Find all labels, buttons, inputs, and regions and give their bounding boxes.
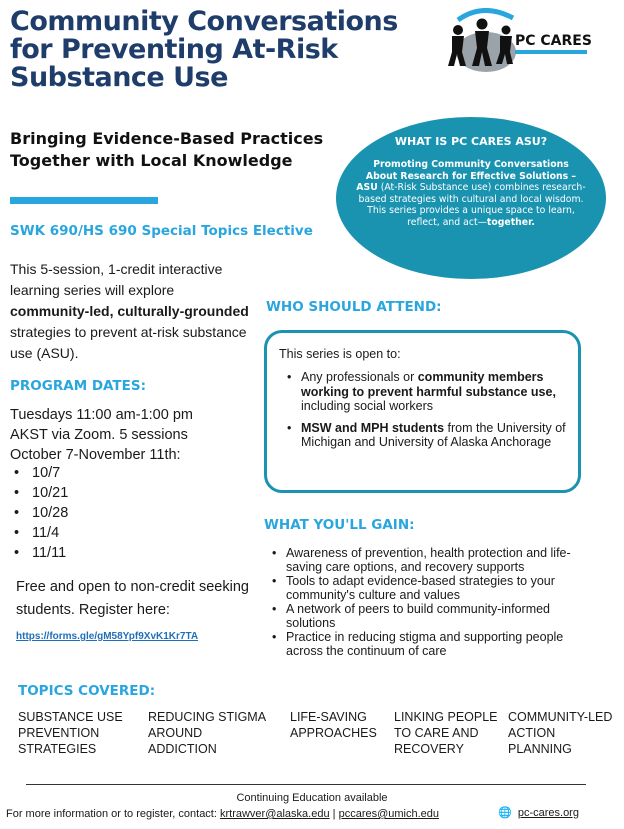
globe-icon: 🌐 [498, 807, 512, 819]
contact-separator: | [329, 808, 339, 820]
intro-part1: This 5-session, 1-credit interactive learning series will explore [10, 261, 223, 298]
topic-item: LINKING PEOPLE TO CARE AND RECOVERY [394, 710, 498, 756]
gain-item: • A network of peers to build community-informed solutions [264, 602, 594, 630]
subtitle: Bringing Evidence-Based Practices Together with Local Knowledge [10, 129, 324, 170]
session-dates-list [14, 463, 68, 563]
session-date: • 10/21 [14, 483, 68, 503]
register-text: Free and open to non-credit seeking students. Register here: [16, 579, 249, 618]
oval-body-rest: (At-Risk Substance use) combines research-based strategies with cultural and local wisdom. This series provides a unique space to learn, reflect, and act— [358, 182, 586, 228]
about-oval [336, 117, 606, 279]
attend-intro: This series is open to: [279, 347, 401, 361]
session-date: • 11/11 [14, 543, 68, 563]
session-date: • 10/7 [14, 463, 68, 483]
oval-body [356, 159, 586, 228]
attend-item2-b: from the University of Michigan and University of Alaska Anchorage [301, 420, 566, 449]
course-elective: SWK 690/HS 690 Special Topics Elective [10, 223, 313, 239]
contact-prefix: For more information or to register, contact: [6, 808, 220, 820]
attend-item1-a: Any professionals or [301, 370, 418, 384]
session-date: • 10/28 [14, 503, 68, 523]
attend-heading: WHO SHOULD ATTEND: [266, 299, 442, 315]
attend-list [279, 370, 568, 450]
schedule-line-3: October 7-November 11th: [10, 447, 181, 463]
attend-item [279, 370, 568, 414]
continuing-education: Continuing Education available [236, 792, 388, 804]
footer-divider [26, 784, 586, 785]
contact-line [6, 808, 506, 820]
logo-text: PC CARES [515, 33, 592, 49]
attend-item1-b: community members working to prevent harmful substance use, [301, 370, 556, 399]
intro-bold: community-led, culturally-grounded [10, 303, 249, 319]
attend-item [279, 421, 568, 450]
gain-item: • Tools to adapt evidence-based strategies to your community's culture and values [264, 574, 594, 602]
schedule-line-1: Tuesdays 11:00 am-1:00 pm [10, 407, 193, 423]
gain-item: • Practice in reducing stigma and supporting people across the continuum of care [264, 630, 594, 658]
intro-part2: strategies to prevent at-risk substance use (ASU). [10, 324, 247, 361]
topic-item: REDUCING STIGMA AROUND ADDICTION [148, 710, 266, 756]
intro-text [10, 259, 250, 364]
gain-heading: WHAT YOU'LL GAIN: [264, 517, 415, 533]
program-dates-heading: PROGRAM DATES: [10, 378, 146, 394]
oval-title: WHAT IS PC CARES ASU? [394, 135, 548, 148]
email-link-alaska[interactable]: krtrawver@alaska.edu [219, 808, 330, 820]
logo-underline [515, 50, 587, 54]
oval-body-end: together. [486, 216, 535, 228]
website[interactable] [498, 806, 579, 819]
page-title: Community Conversations for Preventing At-Risk Substance Use [10, 6, 398, 93]
attend-box [264, 330, 581, 493]
oval-body-bold: Promoting Community Conversations About Research for Effective Solutions – ASU [356, 159, 577, 193]
topic-item: LIFE-SAVING APPROACHES [290, 710, 377, 740]
gain-list [264, 546, 594, 658]
gain-item: • Awareness of prevention, health protection and life-saving care options, and recovery supports [264, 546, 594, 574]
topic-item: SUBSTANCE USE PREVENTION STRATEGIES [18, 710, 123, 756]
schedule-line-2: AKST via Zoom. 5 sessions [10, 427, 188, 443]
topics-heading: TOPICS COVERED: [18, 683, 156, 699]
attend-item2-a: MSW and MPH students [301, 420, 445, 435]
website-link[interactable]: pc-cares.org [517, 807, 579, 819]
accent-divider [10, 197, 158, 204]
attend-item1-c: including social workers [301, 399, 434, 413]
program-schedule [10, 405, 260, 465]
register-link[interactable]: https://forms.gle/gM58Ypf9XvK1Kr7TA [16, 631, 199, 642]
email-link-umich[interactable]: pccares@umich.edu [338, 808, 440, 820]
topic-item: COMMUNITY-LED ACTION PLANNING [508, 710, 613, 756]
session-date: • 11/4 [14, 523, 68, 543]
